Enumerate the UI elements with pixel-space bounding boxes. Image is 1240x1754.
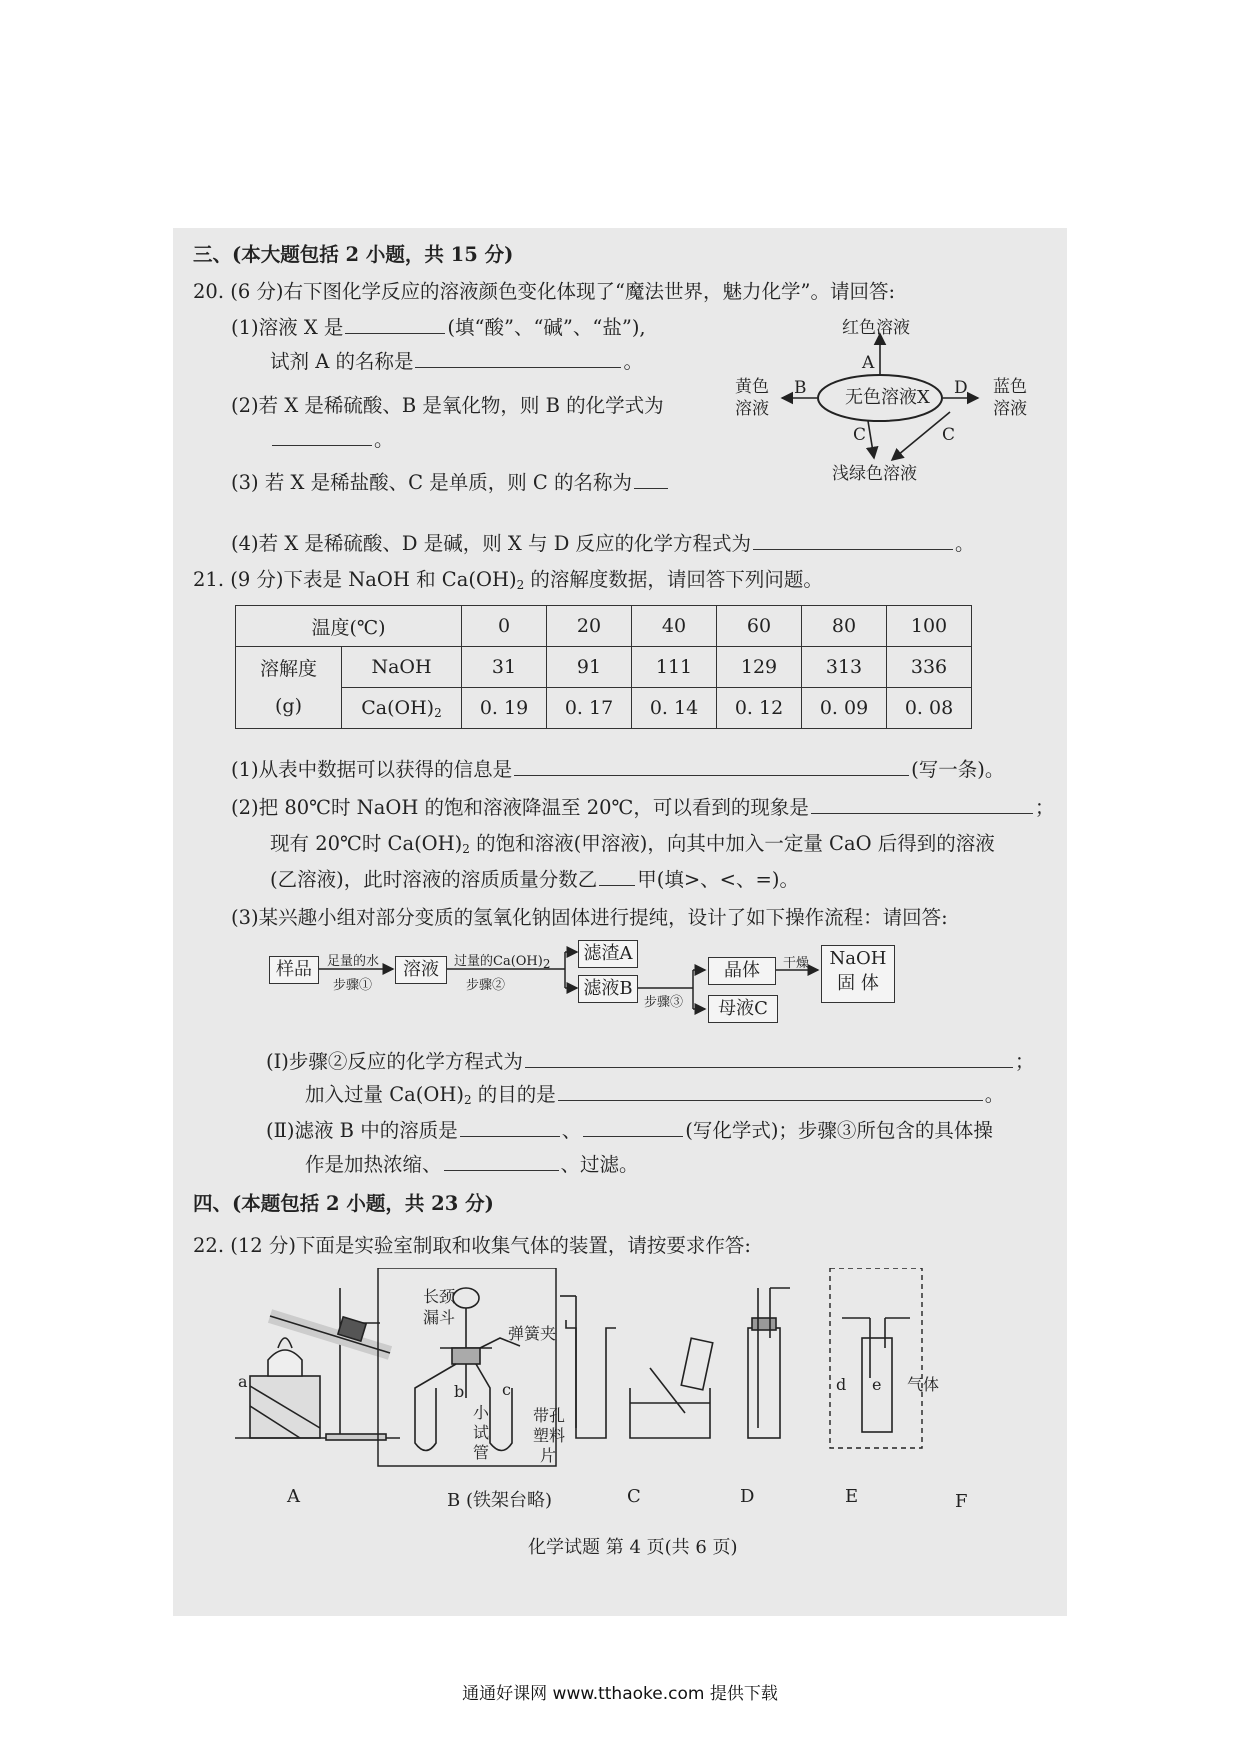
label-plate-2: 塑料 [533, 1426, 566, 1445]
label-gas: 气体 [907, 1375, 940, 1394]
q21-part3: (3)某兴趣小组对部分变质的氢氧化钠固体进行提纯，设计了如下操作流程：请回答: [231, 906, 948, 929]
label-plate-3: 片 [540, 1446, 557, 1465]
table-cell: 111 [632, 647, 717, 688]
diagram-top-label: 红色溶液 [842, 318, 910, 338]
flow-label-step1: 步骤① [333, 978, 373, 993]
table-cell: 80 [802, 606, 887, 647]
label-d: d [836, 1375, 847, 1394]
q22-stem: 22. (12 分)下面是实验室制取和收集气体的装置，请按要求作答: [193, 1234, 752, 1257]
apparatus-E [748, 1288, 790, 1438]
flow-box-solution: 溶液 [395, 956, 447, 984]
diagram-right-label-1: 蓝色 [993, 377, 1027, 397]
label-e: e [872, 1375, 882, 1394]
flow-box-mother-liquor-C: 母液C [708, 995, 778, 1023]
table-cell: 100 [887, 606, 972, 647]
table-cell: 0. 14 [632, 688, 717, 729]
diagram-center-label: 无色溶液X [845, 387, 930, 408]
caption-D: D [740, 1486, 755, 1507]
temp-header: 温度(℃) [236, 606, 462, 647]
q21-sub2-line2: 作是加热浓缩、 、过滤。 [305, 1153, 639, 1176]
table-cell: 0. 08 [887, 688, 972, 729]
q21-sub1: (Ⅰ)步骤②反应的化学方程式为 ； [266, 1050, 1035, 1073]
table-row [236, 647, 972, 688]
flow-label-water: 足量的水 [327, 954, 380, 969]
caption-A: A [287, 1486, 300, 1507]
table-row [236, 688, 972, 729]
diagram-letter-C-right: C [942, 425, 956, 445]
table-cell: 0. 09 [802, 688, 887, 729]
q21-sub1-line2: 加入过量 $Ca(OH)_2$ 的目的是 。 [305, 1083, 1005, 1107]
table-cell: 31 [462, 647, 547, 688]
section-4-heading: 四、(本题包括 2 小题，共 23 分) [193, 1192, 494, 1215]
flow-label-step3: 步骤③ [644, 995, 684, 1010]
label-tube-2: 试 [473, 1423, 490, 1442]
solubility-label: 溶解度 (g) [236, 647, 342, 729]
q20-part2: (2)若 X 是稀硫酸、B 是氧化物，则 B 的化学式为 [231, 394, 664, 417]
table-cell: 0. 12 [717, 688, 802, 729]
q20-part4: (4)若 X 是稀硫酸、D 是碱，则 X 与 D 反应的化学方程式为 。 [231, 532, 975, 555]
table-cell: 60 [717, 606, 802, 647]
table-cell: 129 [717, 647, 802, 688]
label-clamp: 弹簧夹 [508, 1324, 557, 1343]
arrow-C-left [868, 421, 874, 458]
apparatus-D [630, 1338, 713, 1438]
download-footer: 通通好课网 www.tthaoke.com 提供下载 [462, 1684, 778, 1704]
flow-box-crystal: 晶体 [708, 957, 776, 985]
flow-box-residue-A: 滤渣A [578, 940, 638, 968]
label-funnel-1: 长颈 [423, 1287, 456, 1306]
naoh-label: NaOH [342, 647, 462, 688]
q20-part3: (3) 若 X 是稀盐酸、C 是单质，则 C 的名称为 [231, 473, 670, 493]
table-cell: 0. 17 [547, 688, 632, 729]
flow-box-naoh-solid: NaOH 固 体 [821, 945, 895, 1003]
label-tube-1: 小 [473, 1403, 490, 1422]
q21-stem: 21. (9 分)下表是 NaOH 和 $Ca(OH)_2$ 的溶解度数据，请回答下列问题。 [193, 568, 823, 592]
label-tube-3: 管 [473, 1443, 490, 1462]
q21-part1: (1)从表中数据可以获得的信息是 (写一条)。 [231, 758, 1005, 781]
flow-box-filtrate-B: 滤液B [578, 975, 638, 1003]
table-cell: 91 [547, 647, 632, 688]
diagram-letter-C-left: C [853, 425, 867, 445]
diagram-letter-A: A [862, 353, 875, 373]
q21-part2-line2: 现有 20℃时 $Ca(OH)_2$ 的饱和溶液(甲溶液)，向其中加入一定量 CaO 后得到的溶液 [270, 832, 995, 856]
q21-sub2: (Ⅱ)滤液 B 中的溶质是 、 (写化学式)；步骤③所包含的具体操 [266, 1119, 993, 1142]
label-b: b [454, 1382, 465, 1401]
caption-C: C [627, 1486, 641, 1507]
q20-part1: (1)溶液 X 是 (填“酸”、“碱”、“盐”), [231, 316, 646, 339]
q20-part2-answer: 。 [270, 430, 394, 450]
flow-box-sample: 样品 [269, 956, 319, 984]
q20-stem: 20. (6 分)右下图化学反应的溶液颜色变化体现了“魔法世界，魅力化学”。请回答: [193, 280, 896, 303]
table-row [236, 606, 972, 647]
apparatus-C [560, 1296, 616, 1438]
caption-E: E [845, 1486, 859, 1507]
flow-label-dry: 干燥 [783, 956, 810, 971]
table-cell: 0. 19 [462, 688, 547, 729]
table-cell: 336 [887, 647, 972, 688]
flow-label-step2: 步骤② [466, 978, 506, 993]
table-cell: 313 [802, 647, 887, 688]
page-footer: 化学试题 第 4 页(共 6 页) [528, 1537, 738, 1558]
table-cell: 20 [547, 606, 632, 647]
apparatus-A [235, 1288, 400, 1440]
diagram-bottom-label: 浅绿色溶液 [832, 464, 917, 484]
diagram-right-label-2: 溶液 [993, 399, 1027, 419]
caoh-label: $Ca(OH)_2$ [342, 688, 462, 729]
caption-F: F [955, 1491, 968, 1512]
diagram-letter-D: D [954, 378, 968, 398]
diagram-letter-B: B [794, 378, 807, 398]
solubility-table [235, 605, 972, 729]
q21-part2-line3: (乙溶液)，此时溶液的溶质质量分数乙 甲(填>、<、=)。 [270, 868, 799, 891]
diagram-left-label-1: 黄色 [735, 377, 769, 397]
table-cell: 0 [462, 606, 547, 647]
q20-part1-reagent: 试剂 A 的名称是 。 [270, 350, 643, 373]
label-c: c [502, 1380, 511, 1399]
q21-part2: (2)把 80℃时 NaOH 的饱和溶液降温至 20℃，可以看到的现象是 ； [231, 796, 1055, 819]
table-cell: 40 [632, 606, 717, 647]
caption-B: B (铁架台略) [447, 1490, 552, 1511]
section-3-heading: 三、(本大题包括 2 小题，共 15 分) [193, 243, 514, 266]
label-funnel-2: 漏斗 [423, 1308, 456, 1327]
label-plate-1: 带孔 [533, 1406, 566, 1425]
label-a: a [238, 1372, 248, 1391]
flow-label-excess: 过量的$Ca(OH)_2$ [454, 954, 551, 971]
diagram-left-label-2: 溶液 [735, 399, 769, 419]
